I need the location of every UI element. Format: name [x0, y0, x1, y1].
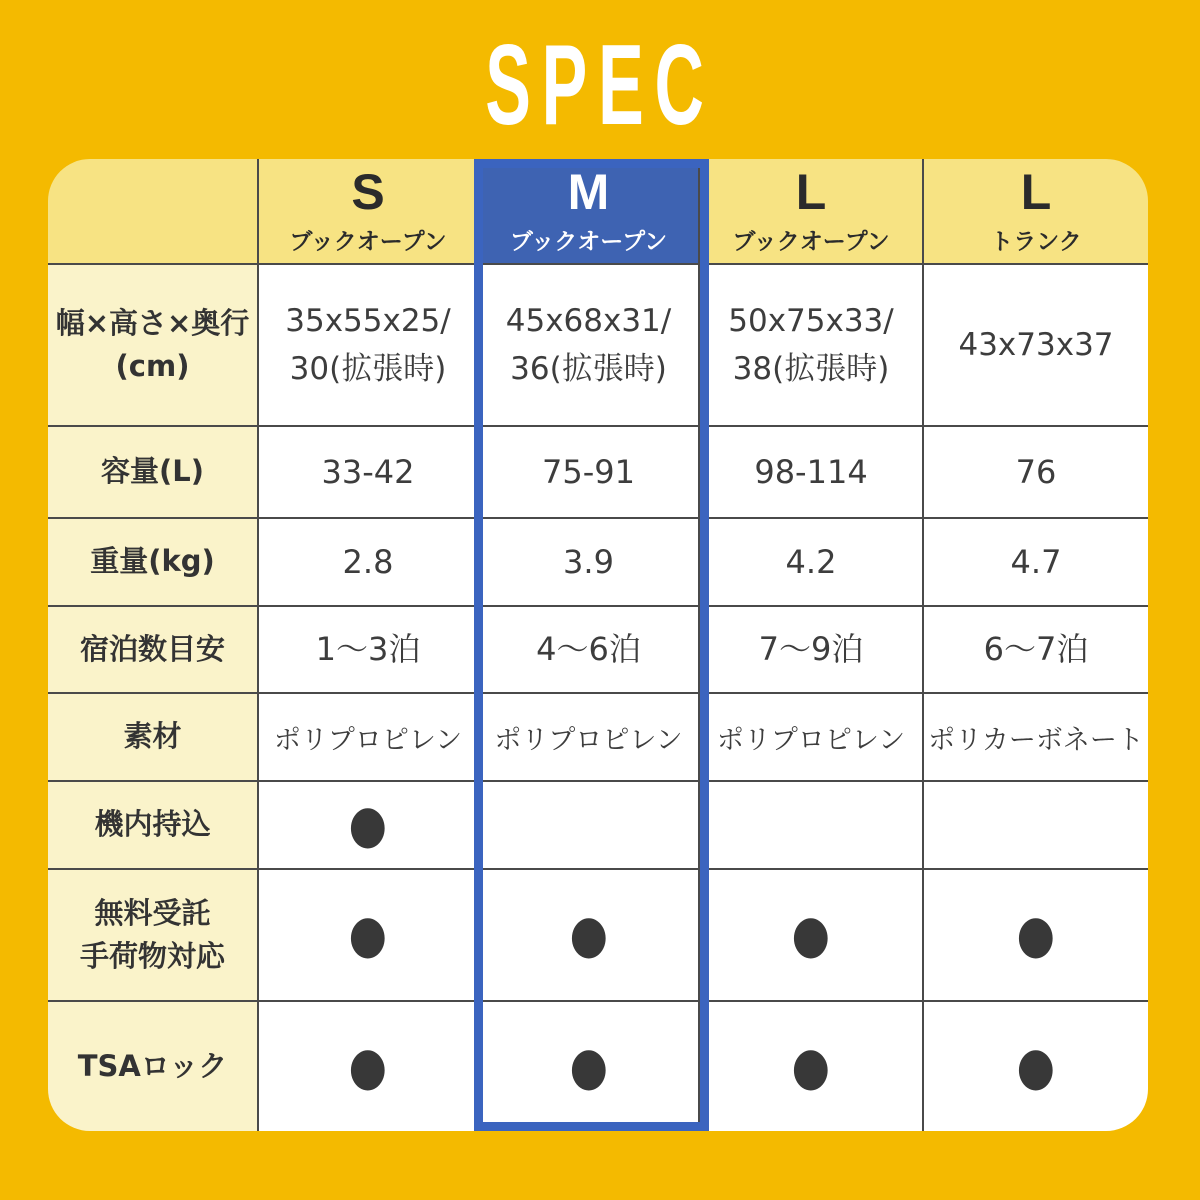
check-dot: ●: [348, 1035, 388, 1098]
header-col-s: [259, 159, 479, 265]
cell-free-checked-s: [259, 870, 479, 1002]
row-label-dimensions: [48, 265, 259, 427]
row-label-capacity: [48, 427, 259, 519]
check-dot: ●: [1016, 1035, 1056, 1098]
cell-carry-on-l-trunk: [924, 782, 1148, 870]
row-label-line1: 素材: [123, 719, 182, 754]
check-dot: ●: [348, 904, 388, 966]
check-dot: ●: [569, 904, 608, 966]
check-dot: ●: [1016, 904, 1056, 966]
row-label-line1: 容量(L): [101, 454, 204, 489]
size-type: ブックオープン: [509, 228, 668, 255]
cell-tsa-m: [479, 1002, 700, 1131]
cell-dimensions-m: [479, 265, 700, 427]
page-title: SPEC: [485, 22, 715, 149]
row-label-tsa-lock: [48, 1002, 259, 1131]
cell-free-checked-m: [479, 870, 700, 1002]
cell-capacity-l: 98-114: [700, 427, 924, 519]
header-corner-cell: [48, 159, 259, 265]
cell-weight-l: 4.2: [700, 519, 924, 607]
cell-material-l: ポリプロピレン: [700, 694, 924, 782]
cell-material-s: ポリプロピレン: [259, 694, 479, 782]
size-type: ブックオープン: [732, 228, 890, 255]
cell-carry-on-m: [479, 782, 700, 870]
cell-material-m: ポリプロピレン: [479, 694, 700, 782]
row-label-line2: (cm): [115, 349, 190, 383]
cell-free-checked-l: [700, 870, 924, 1002]
value-line1: 43x73x37: [958, 326, 1114, 363]
value-line2: 30(拡張時): [289, 351, 447, 387]
size-letter: S: [351, 164, 385, 221]
row-label-line1: 宿泊数目安: [79, 631, 225, 666]
row-label-line1: 重量(kg): [90, 544, 215, 579]
header-col-l: [700, 159, 924, 265]
cell-dimensions-l: [700, 265, 924, 427]
cell-nights-s: 1〜3泊: [259, 607, 479, 694]
size-type: ブックオープン: [289, 228, 447, 255]
header-col-m-highlighted: [479, 159, 700, 265]
cell-material-l-trunk: ポリカーボネート: [924, 694, 1148, 782]
row-label-line1: 機内持込: [94, 807, 211, 842]
cell-tsa-s: [259, 1002, 479, 1131]
cell-weight-s: 2.8: [259, 519, 479, 607]
cell-weight-l-trunk: 4.7: [924, 519, 1148, 607]
value-line2: 36(拡張時): [510, 351, 667, 387]
value-line2: 38(拡張時): [732, 351, 890, 387]
cell-carry-on-l: [700, 782, 924, 870]
cell-tsa-l-trunk: [924, 1002, 1148, 1131]
size-letter: L: [1020, 164, 1052, 221]
row-label-nights: [48, 607, 259, 694]
check-dot: ●: [791, 904, 831, 966]
cell-tsa-l: [700, 1002, 924, 1131]
spec-table: [48, 159, 1148, 1131]
cell-dimensions-l-trunk: [924, 265, 1148, 427]
row-label-line1: TSAロック: [77, 1048, 228, 1083]
check-dot: ●: [569, 1035, 608, 1098]
row-label-weight: [48, 519, 259, 607]
row-label-material: [48, 694, 259, 782]
row-label-free-checked-baggage: [48, 870, 259, 1002]
row-label-carry-on: [48, 782, 259, 870]
row-label-line1: 無料受託: [94, 895, 211, 930]
size-letter: M: [567, 164, 610, 221]
check-dot: ●: [791, 1035, 831, 1098]
cell-capacity-m: 75-91: [479, 427, 700, 519]
cell-dimensions-s: [259, 265, 479, 427]
cell-carry-on-s: [259, 782, 479, 870]
cell-weight-m: 3.9: [479, 519, 700, 607]
size-letter: L: [795, 164, 827, 221]
header-col-l-trunk: [924, 159, 1148, 265]
cell-nights-m: 4〜6泊: [479, 607, 700, 694]
size-type: トランク: [990, 228, 1082, 255]
row-label-line1: 幅×高さ×奥行: [55, 305, 250, 340]
value-line1: 35x55x25/: [285, 302, 451, 339]
value-line1: 50x75x33/: [728, 302, 894, 339]
cell-free-checked-l-trunk: [924, 870, 1148, 1002]
cell-capacity-s: 33-42: [259, 427, 479, 519]
cell-nights-l-trunk: 6〜7泊: [924, 607, 1148, 694]
row-label-line2: 手荷物対応: [79, 939, 225, 973]
check-dot: ●: [348, 794, 388, 856]
cell-nights-l: 7〜9泊: [700, 607, 924, 694]
cell-capacity-l-trunk: 76: [924, 427, 1148, 519]
value-line1: 45x68x31/: [505, 302, 672, 339]
